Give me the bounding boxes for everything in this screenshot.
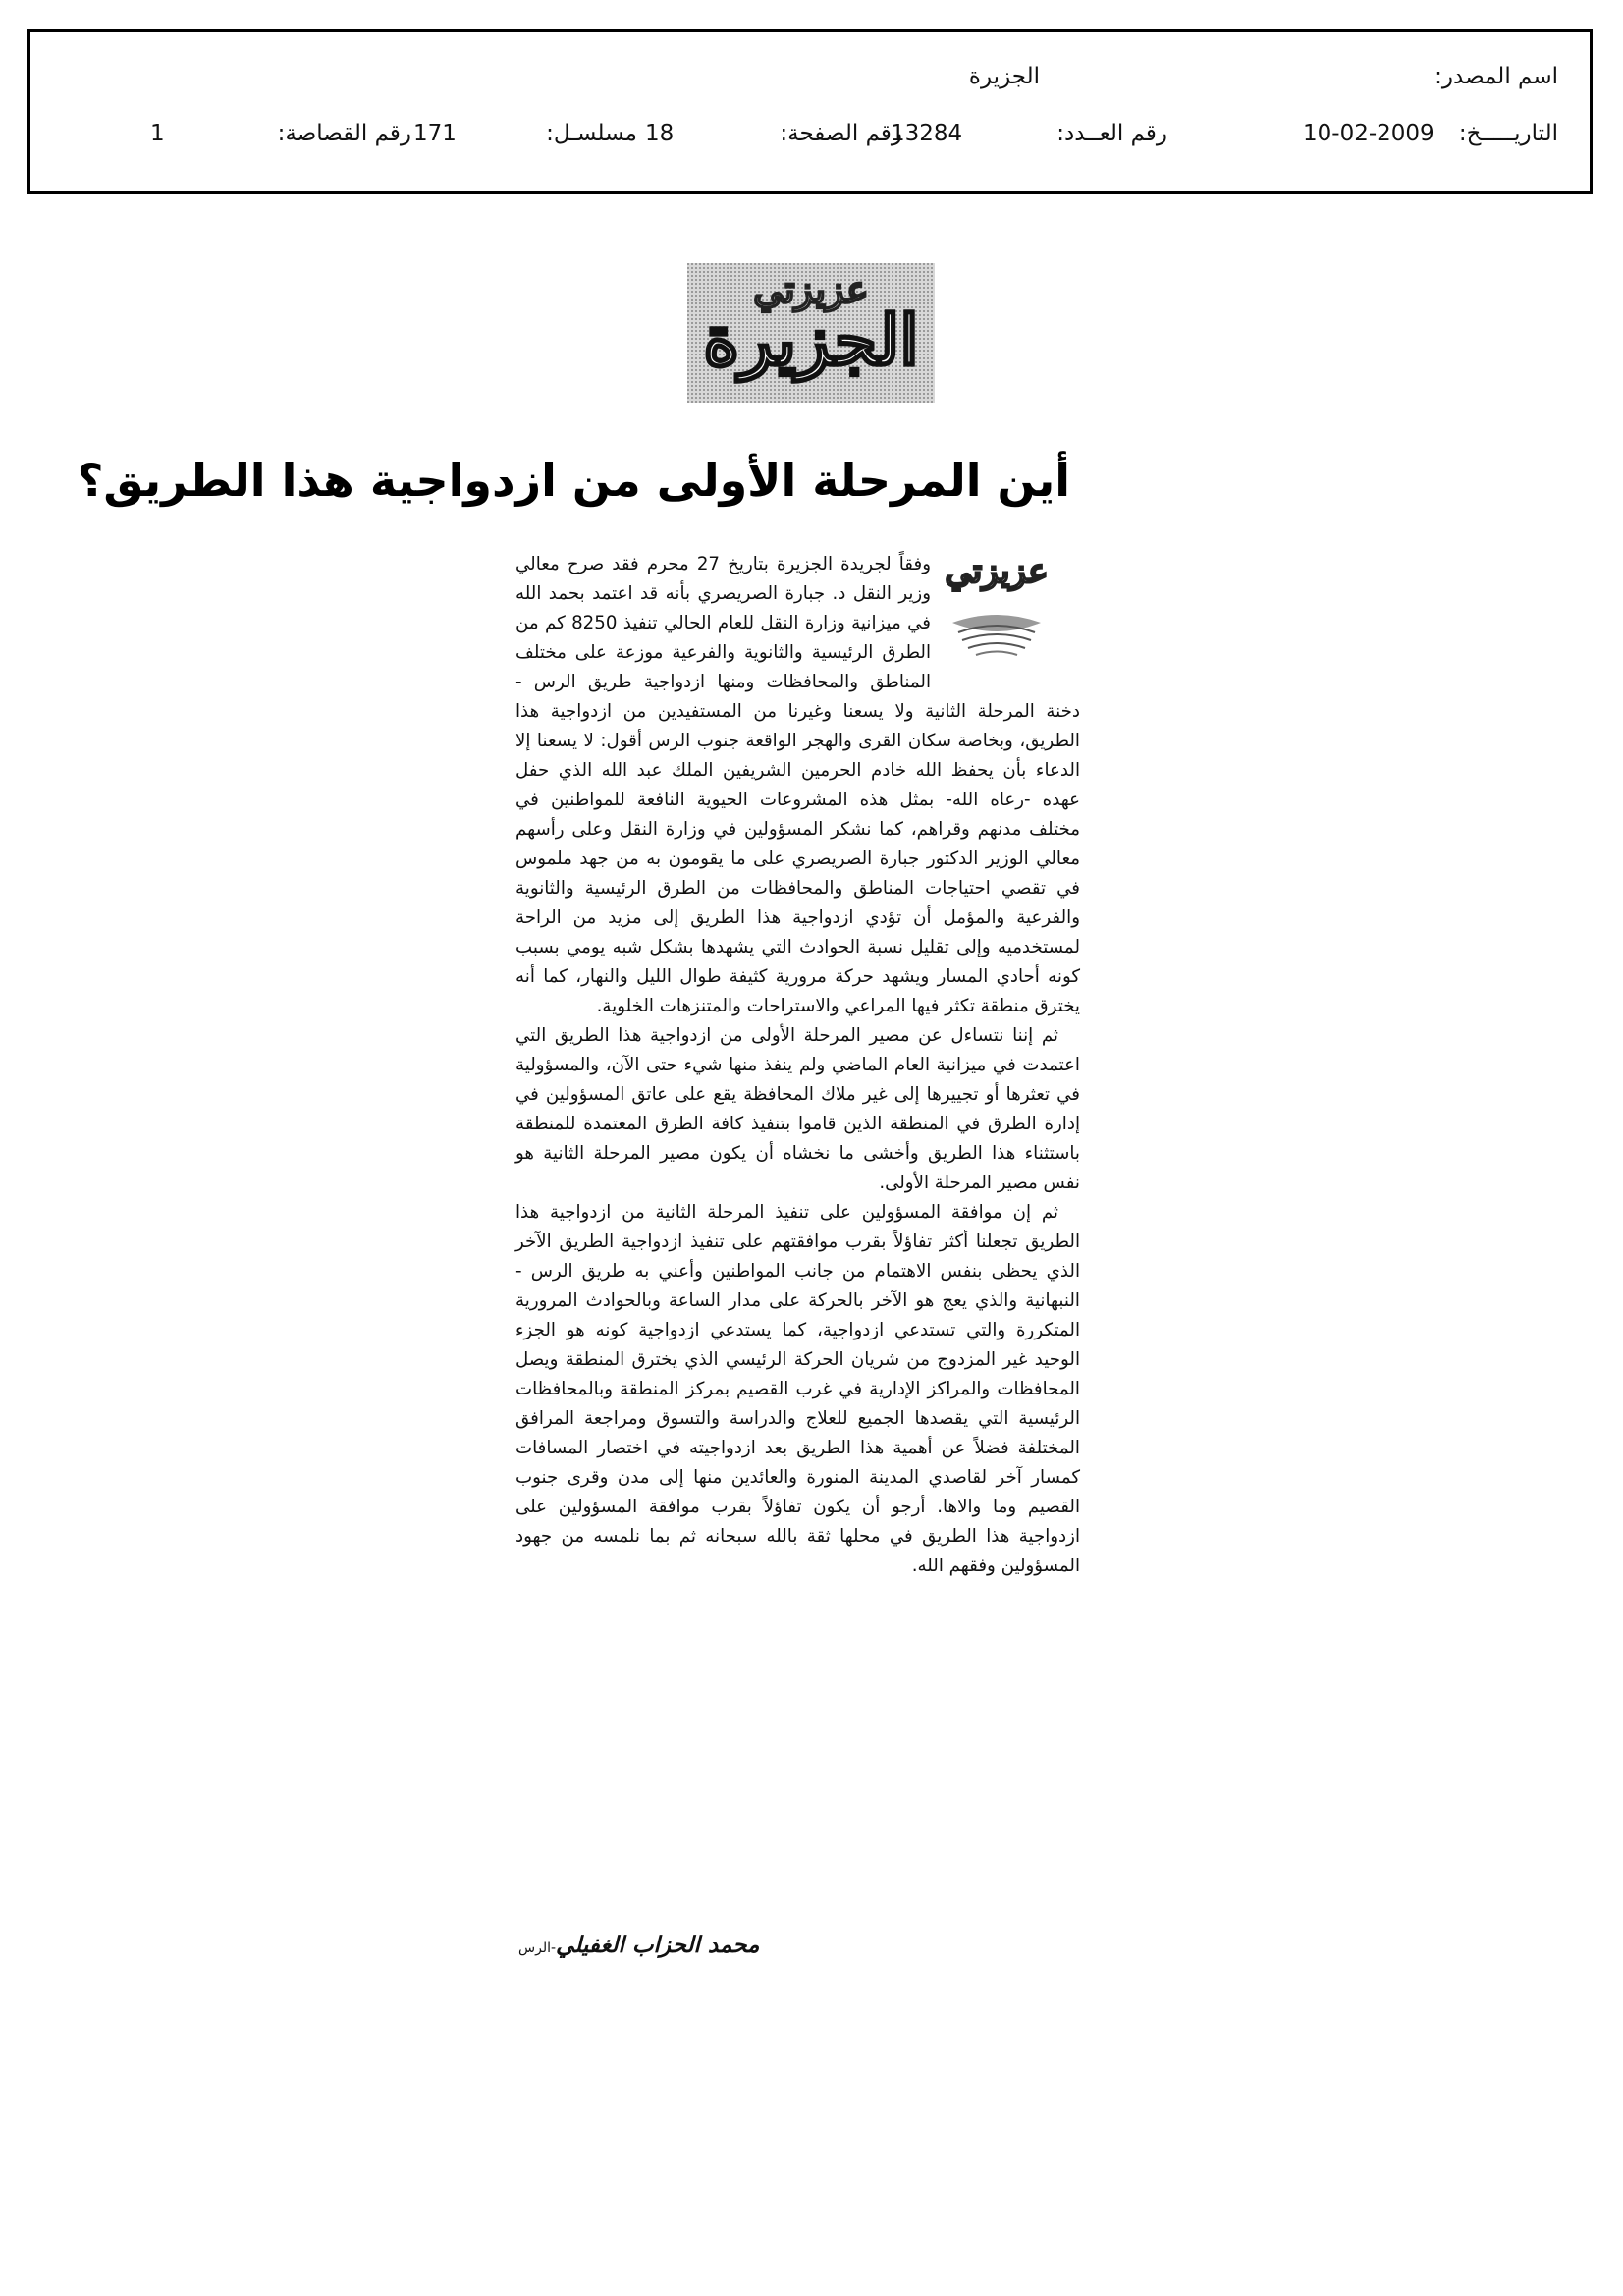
clip-label: رقم القصاصة: — [277, 121, 411, 146]
issue-label: رقم العــدد: — [1056, 121, 1167, 146]
masthead-small-text: عزيزتي — [753, 267, 869, 311]
page-value: 18 — [645, 121, 675, 146]
article-signature — [518, 1933, 759, 1958]
page-label: رقم الصفحة: — [780, 121, 902, 146]
serial-label: مسلسـل: — [546, 121, 637, 146]
date-value: 10-02-2009 — [1303, 121, 1434, 146]
serial-value: 171 — [413, 121, 457, 146]
article-paragraph-2: ثم إننا نتساءل عن مصير المرحلة الأولى من ازدواجية هذا الطريق التي اعتمدت في ميزانية العام الماضي ولم ينفذ منها شيء حتى الآن، والمسؤولية في تعثرها أو تجييرها إلى غير ملاك المحافظة يقع على عاتق المسؤولين في إدارة الطرق في المنطقة الذين قاموا بتنفيذ كافة الطرق المعتمدة للمنطقة باستثناء هذا الطريق وأخشى ما نخشاه أن يكون مصير المرحلة الثانية هو نفس مصير المرحلة الأولى. — [515, 1025, 1080, 1193]
source-value: الجزيرة — [968, 64, 1040, 89]
article-paragraph-3: ثم إن موافقة المسؤولين على تنفيذ المرحلة الثانية من ازدواجية هذا الطريق تجعلنا أكثر تفاؤلاً بقرب موافقتهم على تنفيذ ازدواجية الطريق الآخر الذي يحظى بنفس الاهتمام من جانب المواطنين وأعني به طريق الرس - النبهانية والذي يعج هو الآخر بالحركة على مدار الساعة وبالحوادث المرورية المتكررة والتي تستدعي ازدواجية، كما يستدعي ازدواجية كونه هو الجزء الوحيد غير المزدوج من شريان الحركة الرئيسي الذي يخترق المنطقة ويصل المحافظات والمراكز الإدارية في غرب القصيم بمركز المنطقة وبالمحافظات الرئيسية التي يقصدها الجميع للعلاج والدراسة والتسوق ومراجعة المرافق المختلفة فضلاً عن أهمية هذا الطريق بعد ازدواجيته في اختصار المسافات كمسار آخر لقاصدي المدينة المنورة والعائدين منها إلى مدن وقرى جنوب القصيم وما والاها. أرجو أن يكون تفاؤلاً بقرب موافقة المسؤولين على ازدواجية هذا الطريق في محلها ثقة بالله سبحانه ثم بما نلمسه من جهود المسؤولين وفقهم الله. — [515, 1202, 1080, 1576]
author-name: محمد الحزاب الغفيلي — [556, 1933, 760, 1958]
author-place: -الرس — [518, 1941, 557, 1956]
article-paragraph-1: وفقاً لجريدة الجزيرة بتاريخ 27 محرم فقد صرح معالي وزير النقل د. جبارة الصريصري بأنه قد اعتمد بحمد الله في ميزانية وزارة النقل للعام الحالي تنفيذ 8250 كم من الطرق الرئيسية والثانوية والفرعية موزعة على مختلف المناطق والمحافظات ومنها ازدواجية طريق الرس - دخنة المرحلة الثانية ولا يسعنا وغيرنا من المستفيدين من ازدواجية هذا الطريق، وبخاصة سكان القرى والهجر الواقعة جنوب الرس أقول: لا يسعنا إلا الدعاء بأن يحفظ الله خادم الحرمين الشريفين الملك عبد الله الذي حفل عهده -رعاه الله- بمثل هذه المشروعات الحيوية النافعة للمواطنين في مختلف مدنهم وقراهم، كما نشكر المسؤولين في وزارة النقل وعلى رأسهم معالي الوزير الدكتور جبارة الصريصري على ما يقومون به من جهد ملموس في تقصي احتياجات المناطق والمحافظات من الطرق الرئيسية والثانوية والفرعية والمؤمل أن تؤدي ازدواجية هذا الطريق إلى مزيد من الراحة لمستخدميه وإلى تقليل نسبة الحوادث التي يشهدها بشكل شبه يومي بسبب كونه أحادي المسار ويشهد حركة مرورية كثيفة طوال الليل والنهار، كما أنه يخترق منطقة تكثر فيها المراعي والاستراحات والمتنزهات الخلوية. — [515, 554, 1080, 1016]
clip-value: 1 — [150, 121, 165, 146]
article-body — [515, 550, 1080, 1581]
article-headline: أين المرحلة الأولى من ازدواجية هذا الطريق؟ — [77, 454, 1070, 507]
masthead-logo — [687, 263, 935, 403]
column-logo-text: عزيزتي — [945, 552, 1049, 591]
document-header-box — [27, 29, 1593, 194]
date-label: التاريـــــخ: — [1458, 121, 1558, 146]
masthead-big-text: الجزيرة — [703, 300, 919, 381]
column-logo-space — [931, 550, 1080, 693]
issue-value: 13284 — [891, 121, 963, 146]
source-label: اسم المصدر: — [1434, 64, 1558, 89]
